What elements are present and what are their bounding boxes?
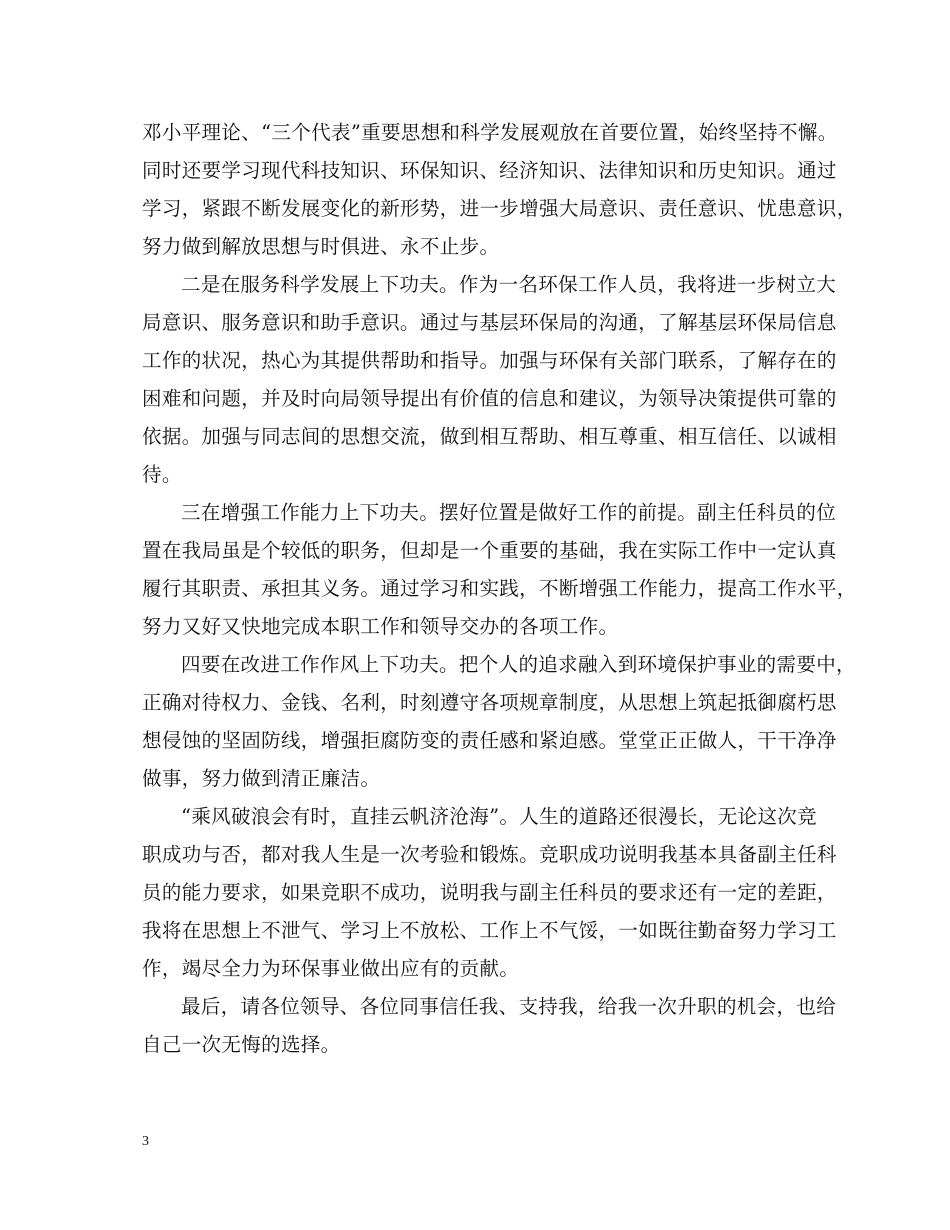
paragraph-line: 努力又好又快地完成本职工作和领导交办的各项工作。 xyxy=(142,615,619,638)
paragraph-line: 三在增强工作能力上下功夫。摆好位置是做好工作的前提。副主任科员的位 xyxy=(181,501,837,524)
paragraph-line: 局意识、服务意识和助手意识。通过与基层环保局的沟通，了解基层环保局信息 xyxy=(142,311,837,334)
paragraph-line: 最后，请各位领导、各位同事信任我、支持我，给我一次升职的机会，也给 xyxy=(181,995,837,1018)
paragraph-5 xyxy=(142,798,837,988)
paragraph-line: 员的能力要求，如果竞职不成功，说明我与副主任科员的要求还有一定的差距， xyxy=(142,881,837,904)
document-body xyxy=(142,114,857,1064)
paragraph-line: “乘风破浪会有时，直挂云帆济沧海”。人生的道路还很漫长，无论这次竞 xyxy=(181,805,817,828)
paragraph-line: 作，竭尽全力为环保事业做出应有的贡献。 xyxy=(142,957,520,980)
paragraph-4 xyxy=(142,646,856,798)
paragraph-3 xyxy=(142,494,857,646)
paragraph-line: 二是在服务科学发展上下功夫。作为一名环保工作人员，我将进一步树立大 xyxy=(181,273,837,296)
paragraph-line: 依据。加强与同志间的思想交流，做到相互帮助、相互尊重、相互信任、以诚相 xyxy=(142,425,837,448)
paragraph-line: 职成功与否，都对我人生是一次考验和锻炼。竞职成功说明我基本具备副主任科 xyxy=(142,843,837,866)
paragraph-line: 履行其职责、承担其义务。通过学习和实践，不断增强工作能力，提高工作水平， xyxy=(142,577,857,600)
paragraph-line: 正确对待权力、金钱、名利，时刻遵守各项规章制度，从思想上筑起抵御腐朽思 xyxy=(142,691,837,714)
paragraph-line: 困难和问题，并及时向局领导提出有价值的信息和建议，为领导决策提供可靠的 xyxy=(142,387,837,410)
paragraph-line: 想侵蚀的坚固防线，增强拒腐防变的责任感和紧迫感。堂堂正正做人，干干净净 xyxy=(142,729,837,752)
paragraph-line: 学习，紧跟不断发展变化的新形势，进一步增强大局意识、责任意识、忧患意识， xyxy=(142,197,857,220)
paragraph-line: 四要在改进工作作风上下功夫。把个人的追求融入到环境保护事业的需要中， xyxy=(181,653,856,676)
paragraph-line: 邓小平理论、“三个代表”重要思想和科学发展观放在首要位置，始终坚持不懈。 xyxy=(142,121,838,144)
paragraph-line: 置在我局虽是个较低的职务，但却是一个重要的基础，我在实际工作中一定认真 xyxy=(142,539,837,562)
paragraph-1 xyxy=(142,114,857,266)
paragraph-2 xyxy=(142,266,837,494)
paragraph-line: 待。 xyxy=(142,463,182,486)
paragraph-6 xyxy=(142,988,837,1064)
paragraph-line: 努力做到解放思想与时俱进、永不止步。 xyxy=(142,235,500,258)
paragraph-line: 同时还要学习现代科技知识、环保知识、经济知识、法律知识和历史知识。通过 xyxy=(142,159,837,182)
paragraph-line: 做事，努力做到清正廉洁。 xyxy=(142,767,381,790)
paragraph-line: 工作的状况，热心为其提供帮助和指导。加强与环保有关部门联系，了解存在的 xyxy=(142,349,837,372)
page-number: 3 xyxy=(142,1134,149,1149)
paragraph-line: 我将在思想上不泄气、学习上不放松、工作上不气馁，一如既往勤奋努力学习工 xyxy=(142,919,837,942)
paragraph-line: 自己一次无悔的选择。 xyxy=(142,1033,341,1056)
